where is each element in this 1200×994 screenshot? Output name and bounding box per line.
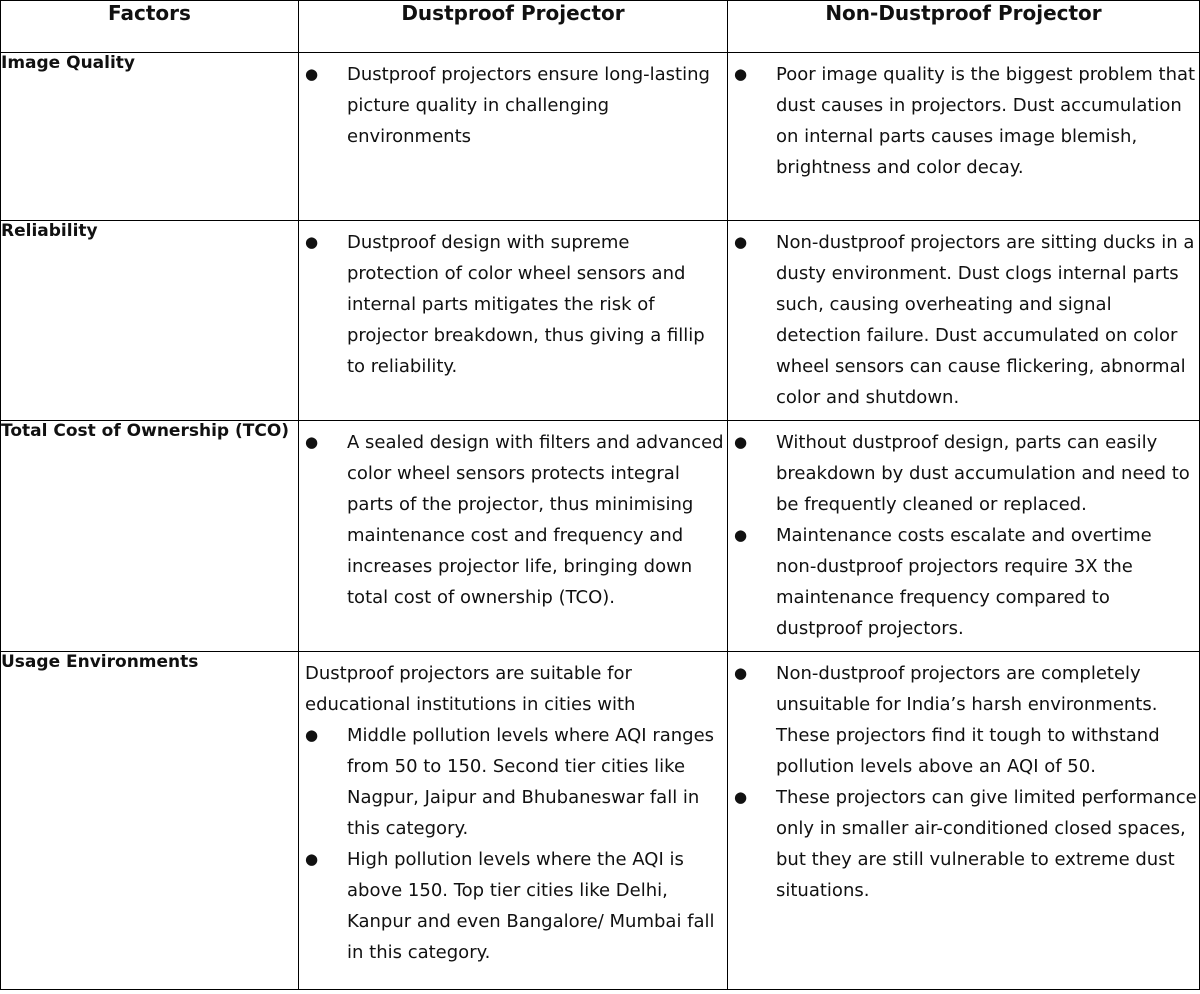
dustproof-cell bbox=[299, 421, 728, 652]
bullet-icon: ● bbox=[305, 433, 319, 451]
non-dustproof-cell bbox=[728, 53, 1200, 221]
non-dustproof-cell bbox=[728, 421, 1200, 652]
bullet-icon: ● bbox=[305, 233, 319, 251]
list-item bbox=[728, 782, 1199, 906]
factor-cell: Reliability bbox=[1, 221, 299, 421]
list-item bbox=[299, 427, 727, 613]
bullet-text: Maintenance costs escalate and overtime non-dustproof projectors require 3X the maintenance frequency compared to dustproof projectors. bbox=[776, 525, 1152, 639]
list-item bbox=[299, 59, 727, 152]
bullet-text: Non-dustproof projectors are completely unsuitable for India’s harsh environments. These projectors find it tough to withstand pollution levels above an AQI of 50. bbox=[776, 663, 1160, 777]
list-item bbox=[299, 720, 727, 844]
dustproof-cell bbox=[299, 221, 728, 421]
header-row bbox=[1, 1, 1200, 53]
list-item bbox=[728, 59, 1199, 183]
bullet-list bbox=[299, 421, 727, 613]
bullet-icon: ● bbox=[734, 526, 748, 544]
bullet-icon: ● bbox=[305, 726, 319, 744]
dustproof-cell bbox=[299, 53, 728, 221]
bullet-icon: ● bbox=[734, 788, 748, 806]
bullet-icon: ● bbox=[305, 65, 319, 83]
bullet-list bbox=[299, 53, 727, 152]
bullet-icon: ● bbox=[734, 664, 748, 682]
table-row bbox=[1, 53, 1200, 221]
list-item bbox=[299, 844, 727, 968]
bullet-list bbox=[728, 221, 1199, 413]
header-factors: Factors bbox=[1, 1, 299, 53]
bullet-icon: ● bbox=[734, 433, 748, 451]
bullet-text: A sealed design with filters and advanced color wheel sensors protects integral parts of the projector, thus minimising maintenance cost and frequency and increases projector life, bringing down total cost of ownership (TCO). bbox=[347, 432, 724, 608]
bullet-text: Middle pollution levels where AQI ranges from 50 to 150. Second tier cities like Nagpur, Jaipur and Bhubaneswar fall in this category. bbox=[347, 725, 715, 839]
header-non-dustproof: Non-Dustproof Projector bbox=[728, 1, 1200, 53]
bullet-text: Dustproof projectors ensure long-lasting picture quality in challenging environments bbox=[347, 64, 710, 147]
list-item bbox=[728, 658, 1199, 782]
dustproof-cell bbox=[299, 652, 728, 990]
table-row bbox=[1, 221, 1200, 421]
bullet-list bbox=[728, 652, 1199, 906]
list-item bbox=[299, 227, 727, 382]
header-dustproof: Dustproof Projector bbox=[299, 1, 728, 53]
factor-cell: Usage Environments bbox=[1, 652, 299, 990]
bullet-text: These projectors can give limited performance only in smaller air-conditioned closed spaces, but they are still vulnerable to extreme dust situations. bbox=[776, 787, 1197, 901]
table-row bbox=[1, 421, 1200, 652]
bullet-list bbox=[728, 421, 1199, 644]
bullet-text: Non-dustproof projectors are sitting ducks in a dusty environment. Dust clogs internal parts such, causing overheating and signal detection failure. Dust accumulated on color wheel sensors can cause flickering, abnormal color and shutdown. bbox=[776, 232, 1195, 408]
bullet-list bbox=[728, 53, 1199, 183]
bullet-list bbox=[299, 221, 727, 382]
list-item bbox=[728, 427, 1199, 520]
bullet-text: Dustproof design with supreme protection of color wheel sensors and internal parts mitigates the risk of projector breakdown, thus giving a fillip to reliability. bbox=[347, 232, 705, 377]
bullet-list bbox=[299, 720, 727, 968]
bullet-text: Poor image quality is the biggest problem that dust causes in projectors. Dust accumulation on internal parts causes image blemish, brightness and color decay. bbox=[776, 64, 1196, 178]
factor-cell: Total Cost of Ownership (TCO) bbox=[1, 421, 299, 652]
bullet-text: Without dustproof design, parts can easily breakdown by dust accumulation and need to be frequently cleaned or replaced. bbox=[776, 432, 1190, 515]
bullet-icon: ● bbox=[734, 233, 748, 251]
intro-text: Dustproof projectors are suitable for educational institutions in cities with bbox=[305, 663, 636, 715]
non-dustproof-cell bbox=[728, 652, 1200, 990]
non-dustproof-cell bbox=[728, 221, 1200, 421]
bullet-icon: ● bbox=[734, 65, 748, 83]
factor-cell: Image Quality bbox=[1, 53, 299, 221]
bullet-icon: ● bbox=[305, 850, 319, 868]
table-row bbox=[1, 652, 1200, 990]
list-item bbox=[728, 520, 1199, 644]
bullet-text: High pollution levels where the AQI is above 150. Top tier cities like Delhi, Kanpur and even Bangalore/ Mumbai fall in this category. bbox=[347, 849, 715, 963]
list-item bbox=[728, 227, 1199, 413]
